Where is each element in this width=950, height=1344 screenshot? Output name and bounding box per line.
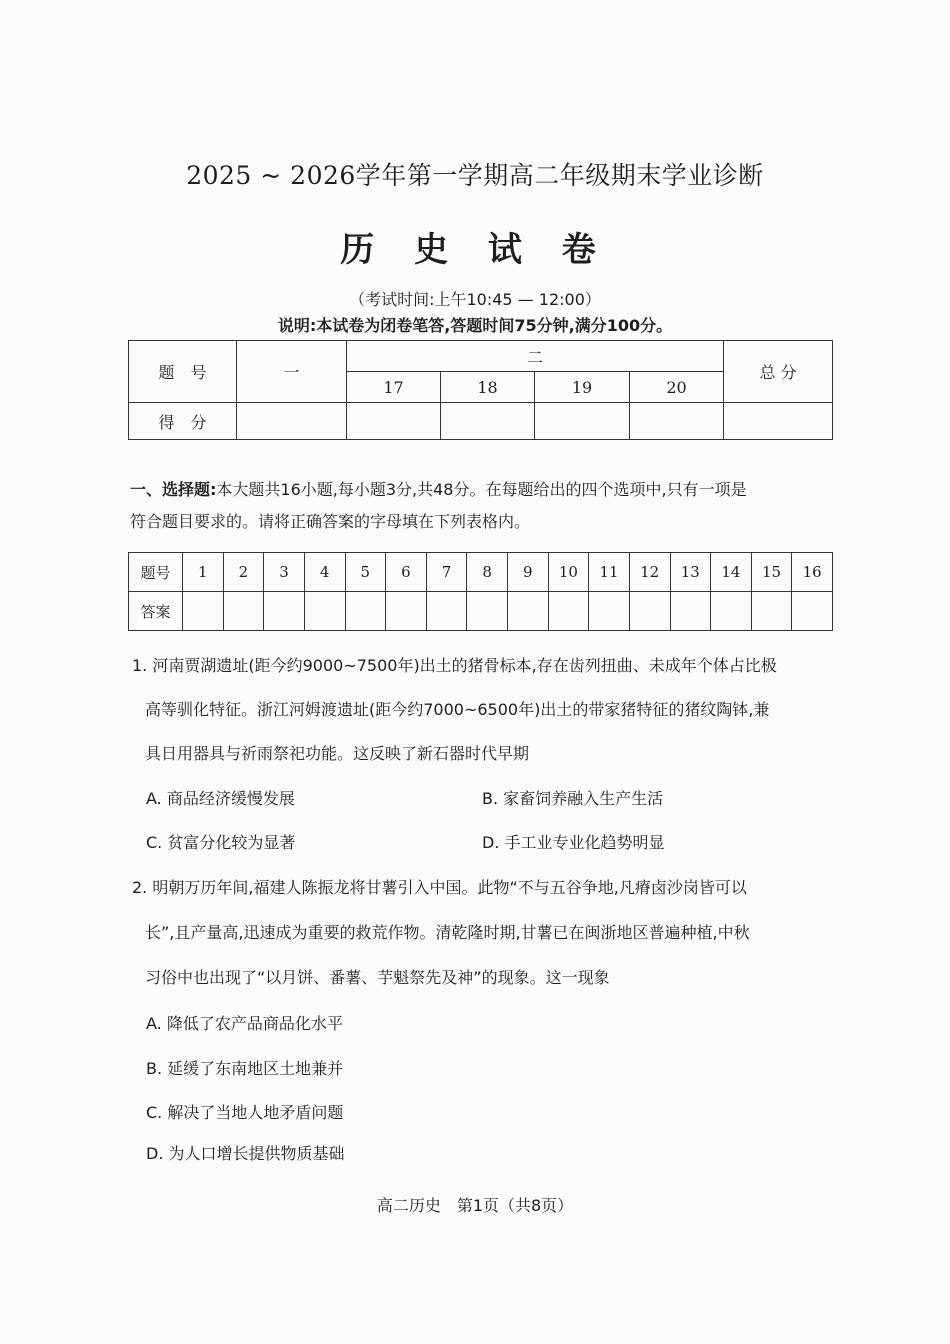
question-2-line: 习俗中也出现了“以月饼、番薯、芋魁祭先及神”的现象。这一现象 [145, 968, 610, 987]
section-one-text: 本大题共16小题,每小题3分,共48分。在每题给出的四个选项中,只有一项是 [216, 480, 747, 499]
question-1-option-b: B. 家畜饲养融入生产生活 [482, 789, 664, 808]
answer-table-cell [467, 592, 508, 631]
question-1-line: 1. 河南贾湖遗址(距今约9000~7500年)出土的猪骨标本,存在齿列扭曲、未成年个体占比极 [132, 656, 777, 675]
answer-table-cell [386, 592, 427, 631]
answer-table-cell [223, 592, 264, 631]
answer-table-cell [589, 592, 630, 631]
answer-table-cell [508, 592, 549, 631]
score-header-part-two: 二 [347, 341, 724, 372]
answer-table-cell [751, 592, 792, 631]
exam-title: 2025 ~ 2026学年第一学期高二年级期末学业诊断 [186, 161, 764, 190]
answer-table-number: 5 [345, 553, 386, 592]
answer-table-number: 2 [223, 553, 264, 592]
answer-table-number: 8 [467, 553, 508, 592]
score-header-part-one: 一 [237, 341, 347, 403]
subject-title: 历 史 试 卷 [340, 230, 610, 270]
answer-table-cell [711, 592, 752, 631]
answer-table-number: 12 [629, 553, 670, 592]
answer-table-number: 13 [670, 553, 711, 592]
score-cell [441, 403, 535, 440]
answer-table-cell [183, 592, 224, 631]
answer-table-number: 7 [426, 553, 467, 592]
answer-table-number: 3 [264, 553, 305, 592]
score-header-question: 题 号 [129, 341, 237, 403]
score-cell [630, 403, 724, 440]
question-1-line: 具日用器具与祈雨祭祀功能。这反映了新石器时代早期 [145, 744, 530, 763]
score-cell [535, 403, 630, 440]
score-subcol: 18 [441, 372, 535, 403]
answer-table-number: 6 [386, 553, 427, 592]
exam-time: （考试时间:上午10:45 — 12:00） [349, 290, 601, 309]
answer-table-number: 4 [304, 553, 345, 592]
question-2-option-a: A. 降低了农产品商品化水平 [146, 1014, 343, 1033]
score-row-label: 得 分 [129, 403, 237, 440]
answer-table-cell [670, 592, 711, 631]
question-1-option-d: D. 手工业专业化趋势明显 [482, 833, 665, 852]
answer-table-number: 14 [711, 553, 752, 592]
answer-table-number: 1 [183, 553, 224, 592]
answer-table-number: 10 [548, 553, 589, 592]
score-header-total: 总 分 [724, 341, 833, 403]
section-one-intro [130, 474, 835, 538]
question-2-option-c: C. 解决了当地人地矛盾问题 [146, 1103, 344, 1122]
score-cell [347, 403, 441, 440]
score-subcol: 20 [630, 372, 724, 403]
score-subcol: 17 [347, 372, 441, 403]
score-cell [724, 403, 833, 440]
exam-instructions: 说明:本试卷为闭卷笔答,答题时间75分钟,满分100分。 [277, 316, 673, 335]
score-table [128, 340, 833, 440]
section-one-title: 一、选择题: [130, 480, 217, 499]
answer-table-number: 15 [751, 553, 792, 592]
answer-table-cell [548, 592, 589, 631]
answer-table-answer-label: 答案 [129, 592, 183, 631]
answer-table-cell [426, 592, 467, 631]
answer-table-number: 9 [508, 553, 549, 592]
answer-table-number: 11 [589, 553, 630, 592]
answer-table-number: 16 [792, 553, 833, 592]
score-cell [237, 403, 347, 440]
page-footer: 高二历史 第1页（共8页） [376, 1196, 574, 1215]
score-subcol: 19 [535, 372, 630, 403]
question-1-option-c: C. 贫富分化较为显著 [146, 833, 296, 852]
question-2-option-d: D. 为人口增长提供物质基础 [146, 1144, 345, 1163]
question-2-line: 长”,且产量高,迅速成为重要的救荒作物。清乾隆时期,甘薯已在闽浙地区普遍种植,中秋 [145, 923, 750, 942]
question-1-option-a: A. 商品经济缓慢发展 [146, 789, 295, 808]
answer-table-cell [792, 592, 833, 631]
answer-table-cell [264, 592, 305, 631]
answer-table-question-label: 题号 [129, 553, 183, 592]
answer-table [128, 552, 833, 631]
question-2-line: 2. 明朝万历年间,福建人陈振龙将甘薯引入中国。此物“不与五谷争地,凡瘠卤沙岗皆可以 [132, 878, 747, 897]
question-2-option-b: B. 延缓了东南地区土地兼并 [146, 1059, 344, 1078]
answer-table-cell [304, 592, 345, 631]
answer-table-cell [345, 592, 386, 631]
answer-table-cell [629, 592, 670, 631]
section-one-text: 符合题目要求的。请将正确答案的字母填在下列表格内。 [130, 512, 531, 531]
question-1-line: 高等驯化特征。浙江河姆渡遗址(距今约7000~6500年)出土的带家猪特征的猪纹陶钵,兼 [145, 700, 770, 719]
